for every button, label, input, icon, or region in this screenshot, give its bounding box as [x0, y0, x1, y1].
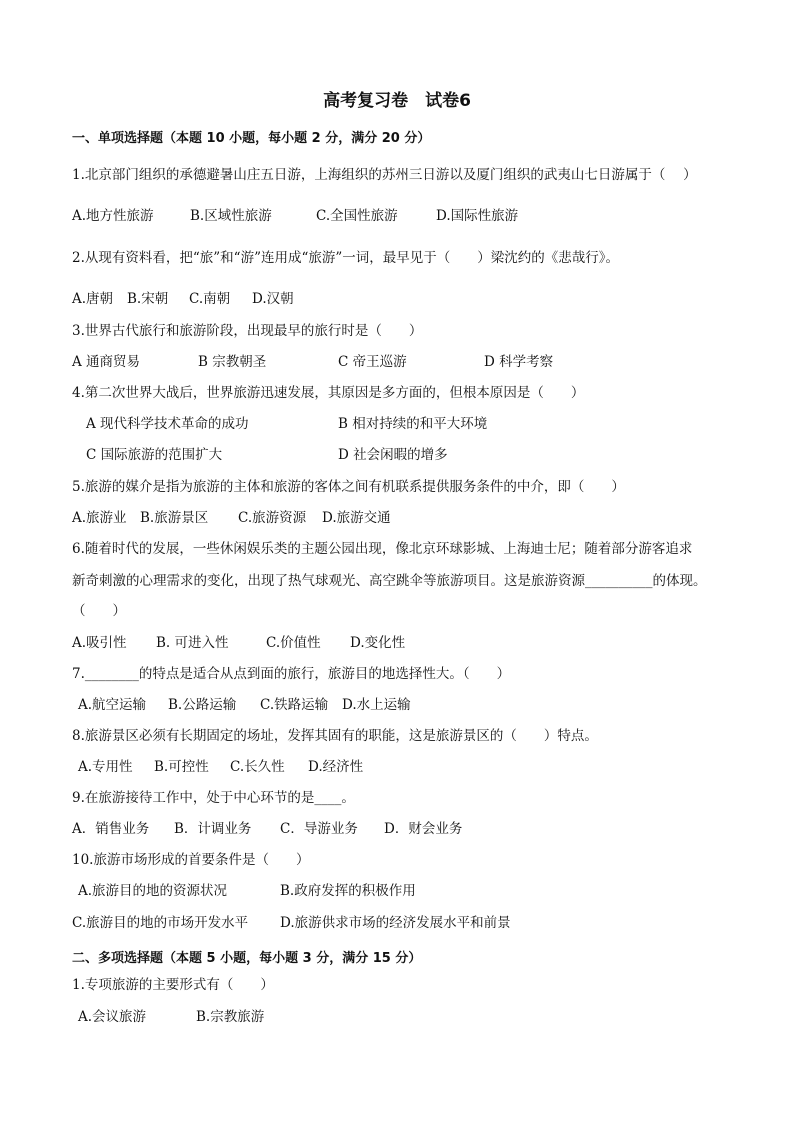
question-7-option-d: D.水上运输 — [342, 697, 411, 713]
question-3-option-d: D 科学考察 — [484, 354, 554, 370]
question-3-option-b: B 宗教朝圣 — [198, 354, 267, 370]
exam-title: 高考复习卷 试卷6 — [323, 91, 471, 111]
question-1-option-d: D.国际性旅游 — [436, 208, 519, 224]
question-9-option-d: D．财会业务 — [384, 821, 463, 837]
question-6-stem-line2: 新奇刺激的心理需求的变化，出现了热气球观光、高空跳伞等旅游项目。这是旅游资源__________的体现。 — [72, 573, 707, 589]
question-3-stem: 3.世界古代旅行和旅游阶段，出现最早的旅行时是（ ） — [72, 323, 423, 339]
question-5-option-a: A.旅游业 — [72, 510, 127, 526]
question-2-option-c: C.南朝 — [189, 291, 231, 307]
question-2-option-a: A.唐朝 — [72, 291, 114, 307]
question-10-option-c: C.旅游目的地的市场开发水平 — [72, 915, 249, 931]
question-7-option-b: B.公路运输 — [168, 697, 237, 713]
question-9-stem: 9.在旅游接待工作中，处于中心环节的是____。 — [72, 790, 355, 806]
question-2-option-b: B.宋朝 — [127, 291, 169, 307]
question-5-option-d: D.旅游交通 — [322, 510, 391, 526]
question-5-option-c: C.旅游资源 — [238, 510, 307, 526]
question-1-option-a: A.地方性旅游 — [72, 208, 154, 224]
question-9-option-a: A．销售业务 — [72, 821, 150, 837]
question-1-option-b: B.区域性旅游 — [190, 208, 272, 224]
question-4-option-b: B 相对持续的和平大环境 — [338, 416, 488, 432]
question-8-option-b: B.可控性 — [154, 759, 209, 775]
question-7-option-c: C.铁路运输 — [260, 697, 329, 713]
question-3-option-a: A 通商贸易 — [72, 354, 141, 370]
question-10-option-a: A.旅游目的地的资源状况 — [78, 883, 228, 899]
question-4-option-a: A 现代科学技术革命的成功 — [86, 416, 249, 432]
question-1-option-c: C.全国性旅游 — [316, 208, 398, 224]
question-6-option-b: B. 可进入性 — [156, 635, 229, 651]
question-8-option-c: C.长久性 — [230, 759, 285, 775]
section1-heading: 一、单项选择题（本题 10 小题，每小题 2 分，满分 20 分） — [72, 131, 431, 146]
question-10-option-b: B.政府发挥的积极作用 — [280, 883, 416, 899]
question-4-option-c: C 国际旅游的范围扩大 — [86, 447, 223, 463]
question-2-stem: 2.从现有资料看，把“旅”和“游”连用成“旅游”一词，最早见于（ ）梁沈约的《悲哉行》。 — [72, 250, 620, 266]
question-4-stem: 4.第二次世界大战后，世界旅游迅速发展，其原因是多方面的，但根本原因是（ ） — [72, 385, 585, 401]
question-6-option-a: A.吸引性 — [72, 635, 127, 651]
question-8-stem: 8.旅游景区必须有长期固定的场址，发挥其固有的职能，这是旅游景区的（ ）特点。 — [72, 728, 598, 744]
question-5-stem: 5.旅游的媒介是指为旅游的主体和旅游的客体之间有机联系提供服务条件的中介，即（ ） — [72, 479, 625, 495]
question-6-stem-line3: （ ） — [72, 603, 126, 619]
section2-question-1-stem: 1.专项旅游的主要形式有（ ） — [72, 977, 274, 993]
question-8-option-d: D.经济性 — [308, 759, 364, 775]
section2-question-1-option-a: A.会议旅游 — [78, 1009, 147, 1025]
section2-question-1-option-b: B.宗教旅游 — [196, 1009, 265, 1025]
section2-heading: 二、多项选择题（本题 5 小题，每小题 3 分，满分 15 分） — [72, 951, 422, 966]
question-4-option-d: D 社会闲暇的增多 — [338, 447, 448, 463]
question-5-option-b: B.旅游景区 — [140, 510, 209, 526]
question-10-stem: 10.旅游市场形成的首要条件是（ ） — [72, 852, 310, 868]
question-6-stem-line1: 6.随着时代的发展，一些休闲娱乐类的主题公园出现，像北京环球影城、上海迪士尼；随着部分游客追求 — [72, 541, 693, 557]
question-9-option-c: C．导游业务 — [280, 821, 358, 837]
question-3-option-c: C 帝王巡游 — [338, 354, 407, 370]
question-1-stem: 1.北京部门组织的承德避暑山庄五日游，上海组织的苏州三日游以及厦门组织的武夷山七日游属于（ ） — [72, 167, 697, 183]
question-6-option-c: C.价值性 — [266, 635, 321, 651]
question-8-option-a: A.专用性 — [78, 759, 133, 775]
question-6-option-d: D.变化性 — [350, 635, 406, 651]
question-2-option-d: D.汉朝 — [252, 291, 294, 307]
question-7-option-a: A.航空运输 — [78, 697, 147, 713]
question-7-stem: 7.________的特点是适合从点到面的旅行，旅游目的地选择性大。（ ） — [72, 666, 511, 682]
question-10-option-d: D.旅游供求市场的经济发展水平和前景 — [280, 915, 511, 931]
question-9-option-b: B．计调业务 — [174, 821, 252, 837]
